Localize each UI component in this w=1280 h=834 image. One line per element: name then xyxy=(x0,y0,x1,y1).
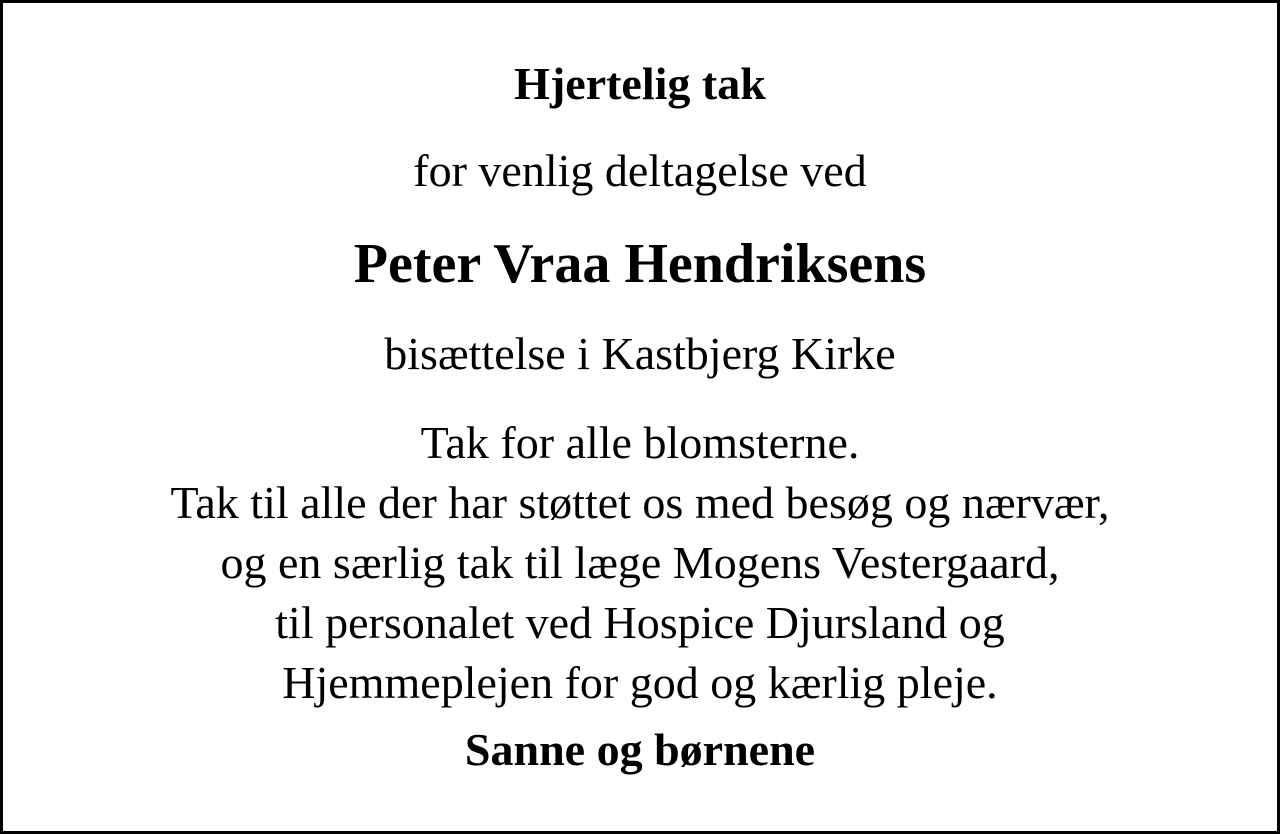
ceremony-text: bisættelse i Kastbjerg Kirke xyxy=(384,328,896,379)
notice-heading: Hjertelig tak xyxy=(514,58,766,109)
message-line: Hjemmeplejen for god og kærlig pleje. xyxy=(282,657,998,708)
notice-subline: for venlig deltagelse ved xyxy=(413,145,867,196)
message-line: og en særlig tak til læge Mogens Vestergaard, xyxy=(220,537,1060,588)
signature: Sanne og børnene xyxy=(464,724,816,775)
message-line: Tak til alle der har støttet os med besøg og nærvær, xyxy=(170,477,1110,528)
message-line: til personalet ved Hospice Djursland og xyxy=(275,597,1005,648)
message-line: Tak for alle blomsterne. xyxy=(420,417,860,468)
thank-you-message xyxy=(3,413,1277,713)
deceased-name: Peter Vraa Hendriksens xyxy=(353,233,927,295)
